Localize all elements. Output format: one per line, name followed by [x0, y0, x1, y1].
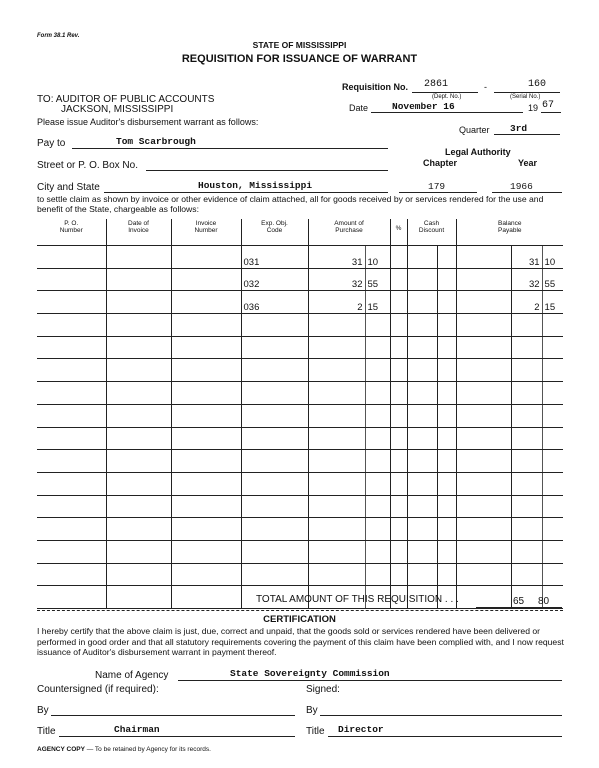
percent-cell[interactable] [390, 246, 407, 269]
invoice-date-cell[interactable] [106, 291, 171, 314]
amount-cents-cell[interactable]: 15 [365, 291, 390, 314]
po-number-cell[interactable] [37, 404, 106, 427]
quarter-label: Quarter [459, 125, 490, 135]
invoice-date-cell[interactable] [106, 246, 171, 269]
percent-cell[interactable] [390, 563, 407, 586]
invoice-number-cell[interactable] [171, 518, 241, 541]
po-number-cell[interactable] [37, 314, 106, 337]
amount-cents-cell[interactable]: 55 [365, 268, 390, 291]
date-label: Date [349, 103, 369, 113]
date-line [371, 112, 523, 113]
balance-cents-cell[interactable] [542, 563, 563, 586]
balance-dollars2-cell[interactable] [511, 563, 542, 586]
amount-dollars-cell[interactable] [308, 450, 365, 473]
chapter-value[interactable]: 179 [428, 181, 446, 192]
invoice-number-cell[interactable] [171, 291, 241, 314]
invoice-date-cell[interactable] [106, 427, 171, 450]
amount-dollars-cell[interactable] [308, 382, 365, 405]
amount-cents-cell[interactable] [365, 427, 390, 450]
balance-payable-header: Balance Payable [456, 219, 563, 246]
balance-dollars2-cell[interactable] [511, 450, 542, 473]
requisition-label: Requisition No. [342, 82, 408, 92]
cash-discount-cents-cell[interactable] [437, 472, 456, 495]
balance-dollars2-cell[interactable]: 31 [511, 246, 542, 269]
amount-dollars-cell[interactable] [308, 540, 365, 563]
balance-cents-cell[interactable] [542, 314, 563, 337]
po-number-cell[interactable] [37, 563, 106, 586]
balance-cents-cell[interactable] [542, 472, 563, 495]
total-underline [476, 607, 562, 608]
cash-discount-cents-cell[interactable] [437, 359, 456, 382]
claim-table [37, 219, 563, 609]
po-number-cell[interactable] [37, 291, 106, 314]
invoice-number-cell[interactable] [171, 495, 241, 518]
balance-cents-cell[interactable] [542, 382, 563, 405]
table-row [37, 291, 563, 314]
amount-dollars-cell[interactable]: 2 [308, 291, 365, 314]
po-number-cell[interactable] [37, 268, 106, 291]
table-row [37, 404, 563, 427]
cash-discount-cents-cell[interactable] [437, 450, 456, 473]
balance-cents-cell[interactable] [542, 450, 563, 473]
percent-cell[interactable] [390, 314, 407, 337]
invoice-date-cell[interactable] [106, 359, 171, 382]
invoice-date-header: Date of Invoice [106, 219, 171, 246]
street-label: Street or P. O. Box No. [37, 160, 138, 171]
amount-dollars-cell[interactable] [308, 495, 365, 518]
balance-cents-cell[interactable]: 10 [542, 246, 563, 269]
balance-dollars-cell[interactable] [456, 472, 511, 495]
invoice-number-cell[interactable] [171, 472, 241, 495]
invoice-date-cell[interactable] [106, 336, 171, 359]
city-state-label: City and State [37, 182, 100, 193]
invoice-number-cell[interactable] [171, 268, 241, 291]
amount-cents-cell[interactable] [365, 472, 390, 495]
table-row [37, 450, 563, 473]
cash-discount-dollars-cell[interactable] [407, 336, 437, 359]
amount-cents-cell[interactable] [365, 540, 390, 563]
cash-discount-cents-cell[interactable] [437, 268, 456, 291]
invoice-number-cell[interactable] [171, 336, 241, 359]
balance-cents-cell[interactable] [542, 359, 563, 382]
exp-obj-code-cell[interactable] [241, 314, 308, 337]
exp-obj-code-cell[interactable] [241, 382, 308, 405]
balance-dollars2-cell[interactable] [511, 359, 542, 382]
cash-discount-cents-cell[interactable] [437, 495, 456, 518]
percent-cell[interactable] [390, 359, 407, 382]
signed-by-label: By [306, 705, 318, 716]
chapter-line [399, 192, 477, 193]
table-row [37, 246, 563, 269]
invoice-number-cell[interactable] [171, 404, 241, 427]
certification-title: CERTIFICATION [263, 614, 336, 625]
table-row [37, 359, 563, 382]
cash-discount-dollars-cell[interactable] [407, 359, 437, 382]
addressee-line1: TO: AUDITOR OF PUBLIC ACCOUNTS [37, 94, 215, 105]
total-dollars[interactable]: 65 [513, 596, 525, 607]
po-number-cell[interactable] [37, 472, 106, 495]
year-value[interactable]: 67 [542, 100, 555, 111]
table-header-row [37, 219, 563, 246]
invoice-date-cell[interactable] [106, 518, 171, 541]
po-number-cell[interactable] [37, 540, 106, 563]
city-state-value[interactable]: Houston, Mississippi [198, 180, 313, 191]
percent-cell[interactable] [390, 495, 407, 518]
invoice-date-cell[interactable] [106, 563, 171, 586]
exp-obj-code-cell[interactable] [241, 404, 308, 427]
invoice-number-cell[interactable] [171, 359, 241, 382]
amount-header: Amount of Purchase [308, 219, 390, 246]
balance-dollars-cell[interactable] [456, 268, 511, 291]
exp-obj-code-cell[interactable]: 031 [241, 246, 308, 269]
cash-discount-dollars-cell[interactable] [407, 268, 437, 291]
balance-dollars2-cell[interactable] [511, 495, 542, 518]
amount-dollars-cell[interactable]: 31 [308, 246, 365, 269]
percent-cell[interactable] [390, 268, 407, 291]
percent-cell[interactable] [390, 518, 407, 541]
amount-cents-cell[interactable]: 10 [365, 246, 390, 269]
balance-cents-cell[interactable] [542, 404, 563, 427]
total-separator [37, 610, 563, 611]
invoice-date-cell[interactable] [106, 586, 171, 609]
balance-dollars-cell[interactable] [456, 586, 511, 609]
balance-dollars-cell[interactable] [456, 382, 511, 405]
cash-discount-dollars-cell[interactable] [407, 314, 437, 337]
agency-label: Name of Agency [95, 670, 169, 681]
serial-no-caption: (Serial No.) [510, 94, 541, 100]
balance-dollars2-cell[interactable] [511, 314, 542, 337]
invoice-number-cell[interactable] [171, 450, 241, 473]
legal-authority-label: Legal Authority [445, 147, 511, 157]
balance-dollars-cell[interactable] [456, 563, 511, 586]
amount-cents-cell[interactable] [365, 314, 390, 337]
agency-line [178, 680, 562, 681]
city-state-line [104, 192, 388, 193]
exp-obj-code-cell[interactable] [241, 450, 308, 473]
amount-cents-cell[interactable] [365, 563, 390, 586]
cash-discount-cents-cell[interactable] [437, 540, 456, 563]
invoice-date-cell[interactable] [106, 268, 171, 291]
balance-dollars2-cell[interactable] [511, 472, 542, 495]
balance-cents-cell[interactable] [542, 495, 563, 518]
percent-cell[interactable] [390, 336, 407, 359]
amount-dollars-cell[interactable] [308, 472, 365, 495]
form-title: REQUISITION FOR ISSUANCE OF WARRANT [181, 53, 418, 65]
exp-obj-code-cell[interactable] [241, 495, 308, 518]
amount-dollars-cell[interactable] [308, 563, 365, 586]
po-number-cell[interactable] [37, 450, 106, 473]
cash-discount-dollars-cell[interactable] [407, 495, 437, 518]
po-number-cell[interactable] [37, 427, 106, 450]
cash-discount-dollars-cell[interactable] [407, 518, 437, 541]
table-row [37, 518, 563, 541]
balance-dollars-cell[interactable] [456, 495, 511, 518]
signed-label: Signed: [306, 684, 340, 695]
pay-to-value[interactable]: Tom Scarbrough [116, 136, 196, 147]
cash-discount-cents-cell[interactable] [437, 336, 456, 359]
instruction-text: Please issue Auditor's disbursement warrant as follows: [37, 117, 259, 127]
exp-obj-code-cell[interactable] [241, 359, 308, 382]
table-row [37, 382, 563, 405]
pay-to-label: Pay to [37, 138, 66, 149]
cash-discount-dollars-cell[interactable] [407, 246, 437, 269]
cash-discount-cents-cell[interactable] [437, 246, 456, 269]
table-row [37, 314, 563, 337]
invoice-date-cell[interactable] [106, 495, 171, 518]
amount-cents-cell[interactable] [365, 359, 390, 382]
amount-dollars-cell[interactable] [308, 314, 365, 337]
balance-dollars-cell[interactable] [456, 427, 511, 450]
invoice-date-cell[interactable] [106, 450, 171, 473]
exp-obj-code-header: Exp. Obj. Code [241, 219, 308, 246]
cash-discount-cents-cell[interactable] [437, 427, 456, 450]
cash-discount-dollars-cell[interactable] [407, 563, 437, 586]
claim-text: to settle claim as shown by invoice or other evidence of claim attached, all for goods received by or services rendered for the use and benefit of the State, chargeable as follows: [37, 194, 544, 214]
balance-dollars-cell[interactable] [456, 246, 511, 269]
balance-dollars-cell[interactable] [456, 518, 511, 541]
amount-cents-cell[interactable] [365, 404, 390, 427]
table-row [37, 472, 563, 495]
agency-value[interactable]: State Sovereignty Commission [230, 668, 390, 679]
serial-no-value[interactable]: 160 [528, 79, 547, 90]
cash-discount-cents-cell[interactable] [437, 563, 456, 586]
percent-cell[interactable] [390, 382, 407, 405]
balance-dollars2-cell[interactable] [511, 336, 542, 359]
year-authority-line [492, 192, 562, 193]
serial-no-line [494, 92, 560, 93]
balance-dollars2-cell[interactable] [511, 404, 542, 427]
cash-discount-cents-cell[interactable] [437, 518, 456, 541]
invoice-number-cell[interactable] [171, 246, 241, 269]
cash-discount-dollars-cell[interactable] [407, 291, 437, 314]
dash-separator: - [484, 82, 487, 92]
year-authority-value[interactable]: 1966 [510, 181, 533, 192]
amount-dollars-cell[interactable] [308, 336, 365, 359]
signed-title-value[interactable]: Director [338, 724, 384, 735]
quarter-line [494, 134, 560, 135]
percent-cell[interactable] [390, 450, 407, 473]
dept-no-value[interactable]: 2861 [424, 79, 449, 90]
signed-by-line [320, 715, 562, 716]
footer-note [37, 746, 211, 753]
po-number-cell[interactable] [37, 495, 106, 518]
exp-obj-code-cell[interactable]: 032 [241, 268, 308, 291]
dept-no-line [412, 92, 478, 93]
table-row [37, 540, 563, 563]
countersign-by-label: By [37, 705, 49, 716]
percent-header: % [390, 219, 407, 246]
balance-cents-cell[interactable]: 15 [542, 291, 563, 314]
pay-to-line [72, 148, 388, 149]
cash-discount-dollars-cell[interactable] [407, 450, 437, 473]
cash-discount-cents-cell[interactable] [437, 314, 456, 337]
balance-dollars-cell[interactable] [456, 359, 511, 382]
total-label: TOTAL AMOUNT OF THIS REQUISITION . . . [256, 594, 459, 605]
amount-dollars-cell[interactable] [308, 404, 365, 427]
total-cents[interactable]: 80 [538, 596, 550, 607]
cash-discount-dollars-cell[interactable] [407, 382, 437, 405]
cash-discount-dollars-cell[interactable] [407, 427, 437, 450]
invoice-number-cell[interactable] [171, 314, 241, 337]
exp-obj-code-cell[interactable] [241, 427, 308, 450]
exp-obj-code-cell[interactable] [241, 563, 308, 586]
agency-copy-label: AGENCY COPY [37, 746, 85, 753]
street-line [146, 170, 388, 171]
exp-obj-code-cell[interactable] [241, 336, 308, 359]
invoice-date-cell[interactable] [106, 314, 171, 337]
balance-cents-cell[interactable] [542, 540, 563, 563]
year-line [541, 112, 561, 113]
state-heading: STATE OF MISSISSIPPI [252, 40, 347, 50]
invoice-number-cell[interactable] [171, 540, 241, 563]
year-prefix: 19 [528, 103, 539, 113]
amount-dollars-cell[interactable] [308, 518, 365, 541]
dept-no-caption: (Dept. No.) [432, 94, 462, 100]
balance-dollars-cell[interactable] [456, 404, 511, 427]
percent-cell[interactable] [390, 291, 407, 314]
amount-dollars-cell[interactable]: 32 [308, 268, 365, 291]
balance-dollars2-cell[interactable]: 32 [511, 268, 542, 291]
countersigned-label: Countersigned (if required): [37, 684, 159, 695]
countersign-title-label: Title [37, 726, 56, 737]
exp-obj-code-cell[interactable] [241, 540, 308, 563]
invoice-date-cell[interactable] [106, 382, 171, 405]
balance-dollars-cell[interactable] [456, 314, 511, 337]
exp-obj-code-cell[interactable]: 036 [241, 291, 308, 314]
po-number-cell[interactable] [37, 246, 106, 269]
balance-cents-cell[interactable] [542, 518, 563, 541]
balance-cents-cell[interactable] [542, 427, 563, 450]
addressee-line2: JACKSON, MISSISSIPPI [61, 104, 174, 115]
table-row [37, 495, 563, 518]
po-number-cell[interactable] [37, 382, 106, 405]
table-row [37, 336, 563, 359]
amount-cents-cell[interactable] [365, 336, 390, 359]
year-col-label: Year [518, 158, 538, 168]
cash-discount-header: Cash Discount [407, 219, 456, 246]
amount-cents-cell[interactable] [365, 495, 390, 518]
table-row [37, 268, 563, 291]
balance-dollars-cell[interactable] [456, 450, 511, 473]
invoice-date-cell[interactable] [106, 472, 171, 495]
po-number-cell[interactable] [37, 359, 106, 382]
certification-text: I hereby certify that the above claim is just, due, correct and unpaid, that the goods sold or services rendered have been delivered or performed in good order and that all statutory requirements covering the payment of this claim have been complied with, and I now request issuance of Auditor's disbursement warrant in payment thereof. [37, 626, 564, 657]
table-row [37, 563, 563, 586]
percent-cell[interactable] [390, 540, 407, 563]
amount-dollars-cell[interactable] [308, 427, 365, 450]
invoice-date-cell[interactable] [106, 404, 171, 427]
date-value[interactable]: November 16 [392, 101, 455, 112]
balance-cents-cell[interactable] [542, 336, 563, 359]
amount-dollars-cell[interactable] [308, 359, 365, 382]
cash-discount-dollars-cell[interactable] [407, 540, 437, 563]
percent-cell[interactable] [390, 427, 407, 450]
balance-dollars2-cell[interactable] [511, 518, 542, 541]
invoice-number-cell[interactable] [171, 427, 241, 450]
amount-cents-cell[interactable] [365, 518, 390, 541]
signed-title-label: Title [306, 726, 325, 737]
percent-cell[interactable] [390, 404, 407, 427]
cash-discount-cents-cell[interactable] [437, 404, 456, 427]
balance-cents-cell[interactable]: 55 [542, 268, 563, 291]
balance-dollars2-cell[interactable] [511, 540, 542, 563]
cash-discount-cents-cell[interactable] [437, 382, 456, 405]
countersign-title-value[interactable]: Chairman [114, 724, 160, 735]
balance-dollars-cell[interactable] [456, 291, 511, 314]
signed-title-line [328, 736, 562, 737]
exp-obj-code-cell[interactable] [241, 518, 308, 541]
amount-cents-cell[interactable] [365, 450, 390, 473]
cash-discount-dollars-cell[interactable] [407, 472, 437, 495]
po-number-cell[interactable] [37, 518, 106, 541]
balance-dollars2-cell[interactable]: 2 [511, 291, 542, 314]
exp-obj-code-cell[interactable] [241, 472, 308, 495]
countersign-title-line [59, 736, 295, 737]
invoice-number-cell[interactable] [171, 563, 241, 586]
form-number: Form 38.1 Rev. [37, 33, 80, 39]
cash-discount-cents-cell[interactable] [437, 291, 456, 314]
po-number-cell[interactable] [37, 336, 106, 359]
invoice-number-cell[interactable] [171, 586, 241, 609]
percent-cell[interactable] [390, 472, 407, 495]
po-number-header: P. O. Number [37, 219, 106, 246]
po-number-cell[interactable] [37, 586, 106, 609]
agency-copy-text: — To be retained by Agency for its records. [86, 746, 211, 753]
cash-discount-dollars-cell[interactable] [407, 404, 437, 427]
balance-dollars-cell[interactable] [456, 336, 511, 359]
quarter-value[interactable]: 3rd [510, 123, 528, 134]
invoice-number-header: Invoice Number [171, 219, 241, 246]
invoice-number-cell[interactable] [171, 382, 241, 405]
table-row [37, 427, 563, 450]
balance-dollars2-cell[interactable] [511, 382, 542, 405]
countersign-by-line [51, 715, 295, 716]
chapter-label: Chapter [423, 158, 458, 168]
balance-dollars-cell[interactable] [456, 540, 511, 563]
amount-cents-cell[interactable] [365, 382, 390, 405]
balance-dollars2-cell[interactable] [511, 427, 542, 450]
invoice-date-cell[interactable] [106, 540, 171, 563]
